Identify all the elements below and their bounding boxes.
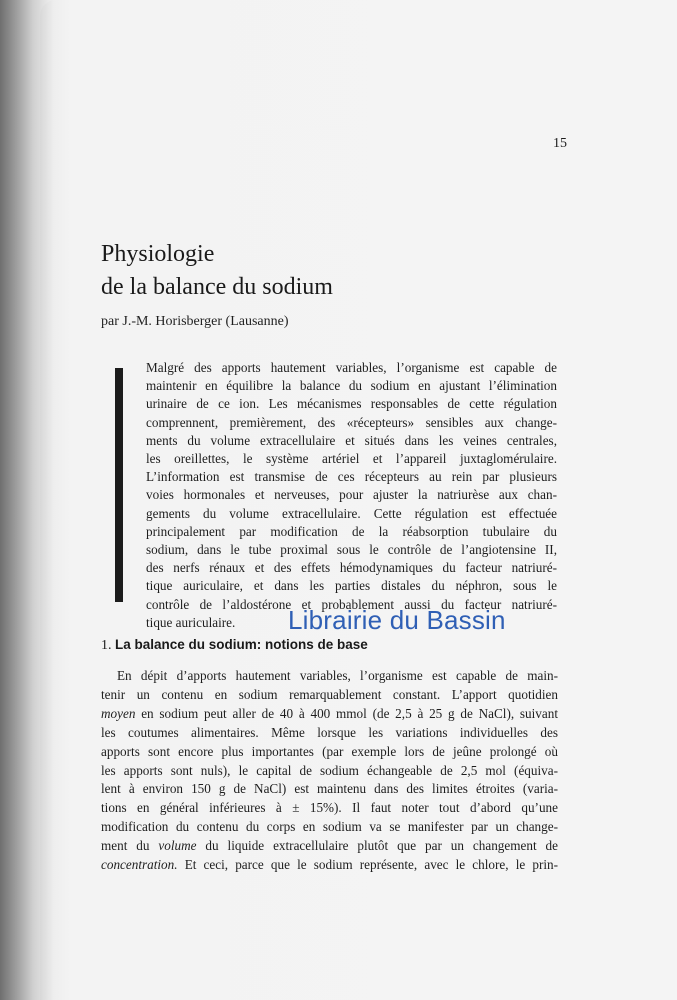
emphasis-text: moyen	[101, 705, 136, 721]
section-title: La balance du sodium: notions de base	[115, 637, 368, 652]
body-line	[101, 705, 558, 724]
abstract-paragraph	[146, 359, 557, 632]
abstract-line: tique auriculaire, et dans les parties distales du néphron, sous le	[146, 578, 557, 594]
section-number: 1.	[101, 638, 112, 653]
body-line: modification du contenu du corps en sodium va se manifester par un change-	[101, 819, 558, 835]
body-line	[101, 837, 558, 856]
abstract-line: gements du volume extracellulaire. Cette régulation est effectuée	[146, 505, 557, 521]
abstract-line: les oreillettes, le système artériel et l’appareil juxtaglomérulaire.	[146, 451, 557, 467]
abstract-vertical-rule	[115, 368, 123, 602]
abstract-line: des nerfs rénaux et des effets hémodynamiques du facteur natriuré-	[146, 560, 557, 576]
abstract-line: contrôle de l’aldostérone et probablement aussi du facteur natriuré-	[146, 596, 557, 612]
emphasis-text: concentration.	[101, 857, 178, 873]
body-text-span: du liquide extracellulaire plutôt que par un changement de	[196, 838, 558, 854]
watermark-text: Librairie du Bassin	[288, 605, 506, 635]
article-title	[101, 238, 333, 304]
body-text-span: ment du	[101, 838, 159, 854]
title-line-2: de la balance du sodium	[101, 274, 333, 300]
section-heading	[101, 637, 368, 654]
abstract-line: tique auriculaire.	[146, 614, 236, 630]
author-line: par J.-M. Horisberger (Lausanne)	[101, 314, 289, 329]
abstract-line: L’information est transmise de ces récepteurs au rein par plusieurs	[146, 469, 557, 485]
abstract-line: comprennent, premièrement, des «récepteurs» sensibles aux change-	[146, 414, 557, 430]
abstract-line: principalement par modification de la réabsorption tubulaire du	[146, 523, 557, 539]
title-line-1: Physiologie	[101, 241, 215, 267]
body-paragraph	[101, 667, 558, 875]
body-line: En dépit d’apports hautement variables, l’organisme est capable de main-	[117, 668, 558, 683]
abstract-line: Malgré des apports hautement variables, l’organisme est capable de	[146, 360, 557, 375]
body-line: apports sont encore plus importantes (par exemple lors de jeûne prolongé où	[101, 743, 558, 759]
body-text-span: Et ceci, parce que le sodium représente, avec le chlore, le prin-	[177, 857, 558, 873]
body-line: tenir un contenu en sodium remarquablement constant. L’apport quotidien	[101, 686, 558, 702]
abstract-line: urinaire de ce ion. Les mécanismes responsables de cette régulation	[146, 396, 557, 412]
abstract-line: sodium, dans le tube proximal sous le contrôle de l’angiotensine II,	[146, 542, 557, 558]
body-line: tions en général inférieures à ± 15%). Il faut noter tout d’abord qu’une	[101, 800, 558, 816]
emphasis-text: volume	[158, 838, 197, 854]
body-line	[101, 856, 558, 875]
abstract-line: ments du volume extracellulaire et situés dans les veines centrales,	[146, 432, 557, 448]
body-line: les coutumes alimentaires. Même lorsque les variations individuelles des	[101, 724, 558, 740]
body-text-span: en sodium peut aller de 40 à 400 mmol (de 2,5 à 25 g de NaCl), suivant	[135, 705, 558, 721]
body-line: lent à environ 150 g de NaCl) est maintenu dans des limites étroites (varia-	[101, 781, 558, 797]
body-line: les apports sont nuls), le capital de sodium échangeable de 2,5 mol (équiva-	[101, 762, 558, 778]
page-number: 15	[553, 136, 567, 151]
abstract-line: maintenir en équilibre la balance du sodium en ajustant l’élimination	[146, 378, 557, 394]
abstract-line: voies hormonales et nerveuses, pour ajuster la natriurèse aux chan-	[146, 487, 557, 503]
